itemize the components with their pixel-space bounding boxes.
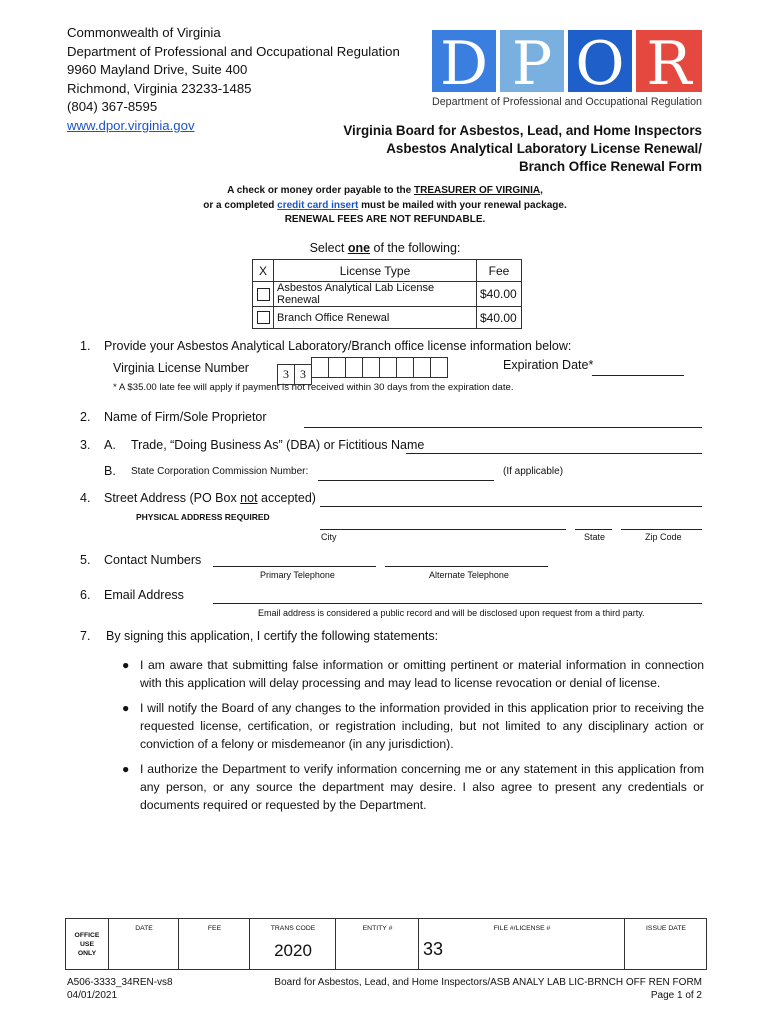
license-number-label: Virginia License Number [113,361,249,375]
trans-code-value: 2020 [274,941,312,960]
footer-left [67,977,173,1002]
license-type-header: License Type [274,260,477,282]
item-number: 6. [80,588,91,602]
expiration-date-field[interactable] [592,375,684,376]
office-fee-cell: FEE [178,919,250,969]
payment-notice: A check or money order payable to the TREASURER OF VIRGINIA, or a completed credit card insert must be mailed with your renewal package. RENEWAL FEES ARE NOT REFUNDABLE. [0,184,770,228]
fee-header: Fee [477,260,522,282]
alternate-phone-label: Alternate Telephone [429,570,509,580]
street-address-label: Street Address (PO Box not accepted) [104,491,316,505]
svg-text:Department of Professional and: Department of Professional and Occupational Regulation [432,96,703,108]
license-digit[interactable] [328,357,346,378]
firm-name-field[interactable] [304,427,702,428]
dba-field[interactable] [406,453,702,454]
license-digit[interactable]: 3 [277,364,295,385]
title-line: Virginia Board for Asbestos, Lead, and Home Inspectors [343,123,702,138]
item-number: 3. [80,438,91,452]
office-entity-cell: ENTITY # [335,919,419,969]
agency-address [67,24,400,136]
page-number: Page 1 of 2 [650,989,702,1001]
title-line: Branch Office Renewal Form [518,159,702,174]
file-license-value: 33 [423,939,444,959]
zip-label: Zip Code [645,532,682,542]
email-disclosure-note: Email address is considered a public record and will be disclosed upon request from a third party. [258,608,645,618]
email-label: Email Address [104,588,184,602]
address-line: Commonwealth of Virginia [67,25,221,40]
office-file-license-cell: FILE #/LICENSE # 33 [418,919,625,969]
table-row [253,307,522,329]
address-line: (804) 367-8595 [67,99,158,115]
treasurer-text: TREASURER OF VIRGINIA [414,185,541,196]
form-name: Board for Asbestos, Lead, and Home Inspectors/ASB ANALY LAB LIC-BRNCH OFF REN FORM [274,977,702,988]
license-digit[interactable] [396,357,414,378]
address-line: 9960 Mayland Drive, Suite 400 [67,62,248,78]
bullet-icon: ● [122,762,130,776]
city-field[interactable] [320,529,566,530]
physical-address-required: PHYSICAL ADDRESS REQUIRED [136,512,270,522]
address-line: Department of Professional and Occupational Regulation [67,43,400,59]
certification-statement: ● I will notify the Board of any changes to the information provided in this application prior to receiving the requested license, certification, or registration including, but not limited to any disciplinary action or conviction of a felony or misdemeanor (in any jurisdiction). [122,701,704,752]
item-number: 4. [80,491,91,505]
email-field[interactable] [213,603,702,604]
license-type-cell: Branch Office Renewal [274,307,477,329]
certification-label: By signing this application, I certify the following statements: [106,629,439,643]
item-letter: A. [104,438,116,452]
license-digit[interactable]: 3 [294,364,312,385]
table-row [253,282,522,307]
contact-numbers-label: Contact Numbers [104,553,202,567]
state-label: State [584,532,606,542]
license-number-field[interactable] [277,357,447,385]
license-digit[interactable] [430,357,448,378]
license-digit[interactable] [362,357,380,378]
zip-field[interactable] [621,529,702,530]
svg-text:R: R [646,30,692,99]
license-digit[interactable] [413,357,431,378]
refund-notice: RENEWAL FEES ARE NOT REFUNDABLE. [284,214,486,225]
item-number: 1. [80,339,91,353]
license-type-table [252,259,522,329]
city-label: City [321,532,337,542]
credit-card-insert-link[interactable]: credit card insert [277,199,359,211]
bullet-icon: ● [122,701,130,715]
scc-number-label: State Corporation Commission Number: [131,466,309,477]
item-number: 5. [80,553,91,567]
item1-text: Provide your Asbestos Analytical Laboratory/Branch office license information below: [104,339,572,353]
svg-text:D: D [439,30,489,99]
x-header: X [253,260,274,282]
dpor-logo [432,30,704,110]
fee-cell: $40.00 [477,282,522,307]
office-date-cell: DATE [108,919,179,969]
footer-right [274,977,702,1002]
item-number: 7. [80,629,91,643]
primary-phone-field[interactable] [213,566,376,567]
item-number: 2. [80,410,91,424]
certification-statement: ● I am aware that submitting false information or omitting pertinent or material information in connection with this application will delay processing and may lead to license revocation or denial of license. [122,658,704,691]
office-use-label: OFFICE USE ONLY [74,932,100,957]
firm-name-label: Name of Firm/Sole Proprietor [104,410,267,424]
office-use-box [65,918,707,970]
license-type-cell: Asbestos Analytical Lab License Renewal [274,282,477,307]
title-line: Asbestos Analytical Laboratory License Renewal/ [386,141,702,156]
address-line: Richmond, Virginia 23233-1485 [67,80,252,96]
street-address-field[interactable] [320,506,702,507]
lab-renewal-checkbox[interactable] [257,288,270,301]
svg-text:O: O [575,30,625,99]
svg-text:P: P [511,30,553,99]
state-field[interactable] [575,529,612,530]
license-digit[interactable] [311,357,329,378]
office-issue-date-cell: ISSUE DATE [624,919,707,969]
form-date: 04/01/2021 [67,989,118,1001]
fee-cell: $40.00 [477,307,522,329]
branch-renewal-checkbox[interactable] [257,311,270,324]
license-digit[interactable] [345,357,363,378]
license-digit[interactable] [379,357,397,378]
dba-label: Trade, “Doing Business As” (DBA) or Fictitious Name [131,438,425,452]
primary-phone-label: Primary Telephone [260,570,335,580]
scc-number-field[interactable] [318,480,494,481]
item-letter: B. [104,464,116,478]
bullet-icon: ● [122,658,130,672]
expiration-date-label: Expiration Date* [503,358,594,372]
certification-statement: ● I authorize the Department to verify information concerning me or any statement in this application from any person, or any source the department may desire. I also agree to present any credentials or documents required or requested by the Department. [122,762,704,813]
scc-applicable-note: (If applicable) [503,466,564,477]
website-link[interactable]: www.dpor.virginia.gov [67,117,195,133]
form-id: A506-3333_34REN-vs8 [67,977,173,988]
late-fee-note: * A $35.00 late fee will apply if payment is not received within 30 days from the expiration date. [113,382,514,393]
form-title [343,122,702,176]
office-trans-code-cell: TRANS CODE 2020 [249,919,336,969]
table-header-row [253,260,522,282]
alternate-phone-field[interactable] [385,566,548,567]
selection-prompt: Select one of the following: [309,241,461,255]
